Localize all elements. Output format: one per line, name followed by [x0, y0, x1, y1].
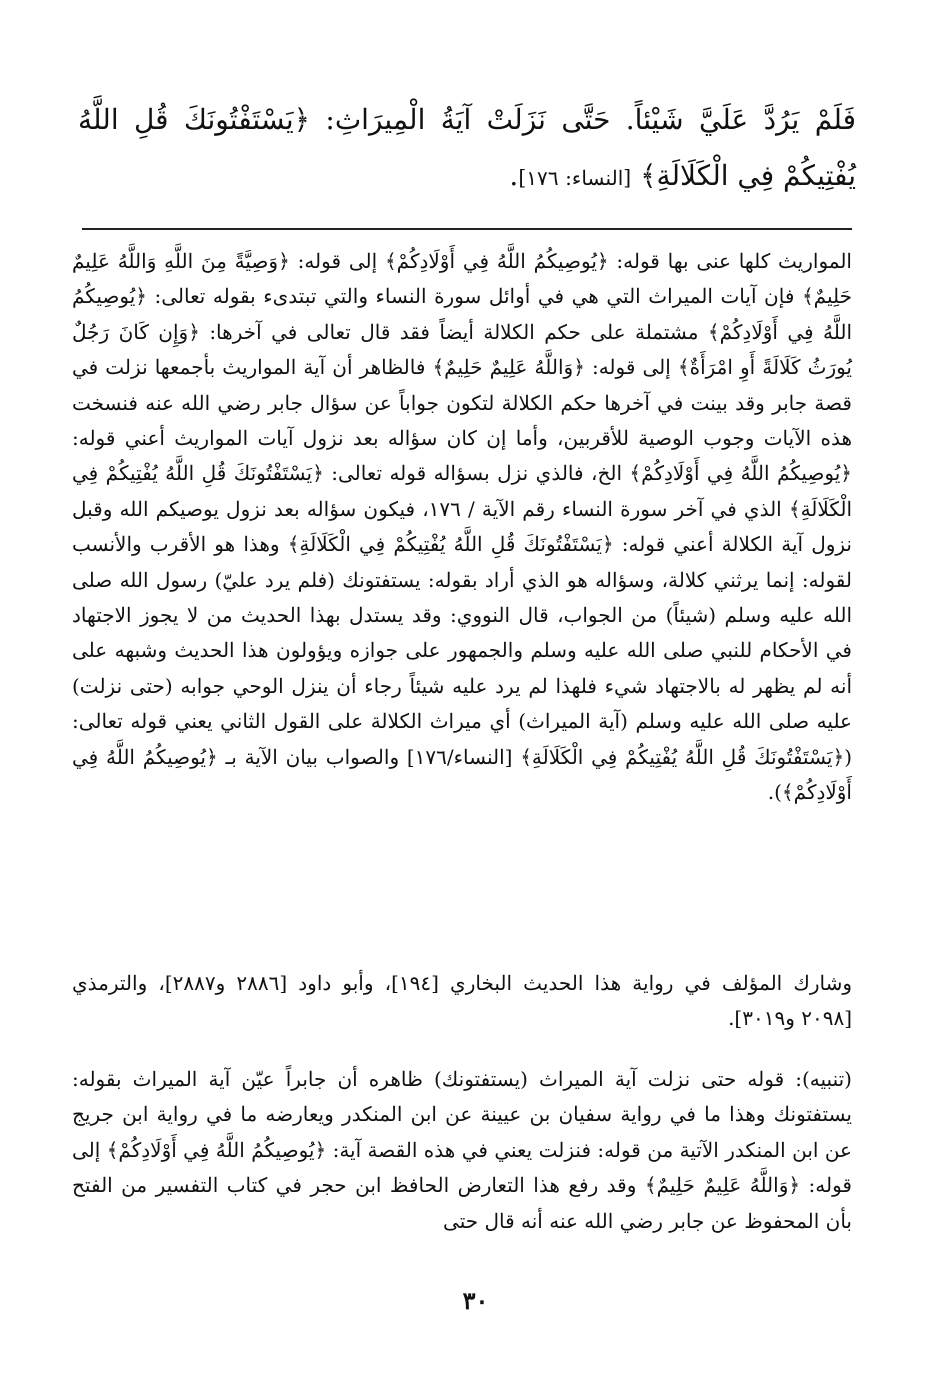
footnote-divider	[82, 228, 852, 230]
hadith-text-before: فَلَمْ يَرُدَّ عَلَيَّ شَيْئاً. حَتَّى نَزَلَتْ آيَةُ الْمِيرَاثِ:	[310, 103, 856, 136]
footnote-narrators: وشارك المؤلف في رواية هذا الحديث البخاري [١٩٤]، وأبو داود [٢٨٨٦ و٢٨٨٧]، والترمذي [٢٠٩٨ و٣٠١٩].	[72, 971, 853, 1031]
quran-verse: ﴿يَسْتَفْتُونَكَ قُلِ اللَّهُ يُفْتِيكُمْ فِي الْكَلَالَةِ﴾	[78, 103, 856, 192]
hadith-text-after: .	[509, 159, 519, 192]
verse-reference: [النساء: ١٧٦]	[518, 166, 632, 190]
footnote-note: (تنبيه): قوله حتى نزلت آية الميراث (يستفتونك) ظاهره أن جابراً عيّن آية الميراث بقوله: يستفتونك وهذا ما في رواية سفيان بن عيينة عن ابن المنكدر ويعارضه ما في رواية ابن جريج عن ابن المنكدر الآتية من قوله: فنزلت يعني في هذه القصة آية: ﴿يُوصِيكُمُ اللَّهُ فِي أَوْلَادِكُمْ﴾ إلى قوله: ﴿وَاللَّهُ عَلِيمٌ حَلِيمٌ﴾ وقد رفع هذا التعارض الحافظ ابن حجر في كتاب التفسير من الفتح بأن المحفوظ عن جابر رضي الله عنه أنه قال حتى	[72, 1067, 852, 1233]
footnote-commentary: المواريث كلها عنى بها قوله: ﴿يُوصِيكُمُ اللَّهُ فِي أَوْلَادِكُمْ﴾ إلى قوله: ﴿وَصِيَّةً مِنَ اللَّهِ وَاللَّهُ عَلِيمٌ حَلِيمٌ﴾ فإن آيات الميراث التي هي في أوائل سورة النساء والتي تبتدىء بقوله تعالى: ﴿يُوصِيكُمُ اللَّهُ فِي أَوْلَادِكُمْ﴾ مشتملة على حكم الكلالة أيضاً فقد قال تعالى في آخرها: ﴿وَإِن كَانَ رَجُلٌ يُورَثُ كَلَالَةً أَوِ امْرَأَةٌ﴾ إلى قوله: ﴿وَاللَّهُ عَلِيمٌ حَلِيمٌ﴾ فالظاهر أن آية المواريث بأجمعها نزلت في قصة جابر وقد بينت في آخرها حكم الكلالة لتكون جواباً عن سؤال جابر رضي الله عنه فنسخت هذه الآيات وجوب الوصية للأقربين، وأما إن كان سؤاله بعد نزول آيات المواريث أعني قوله: ﴿يُوصِيكُمُ اللَّهُ فِي أَوْلَادِكُمْ﴾ الخ، فالذي نزل بسؤاله قوله تعالى: ﴿يَسْتَفْتُونَكَ قُلِ اللَّهُ يُفْتِيكُمْ فِي الْكَلَالَةِ﴾ الذي في آخر سورة النساء رقم الآية / ١٧٦، فيكون سؤاله بعد نزول يوصيكم الله وقبل نزول آية الكلالة أعني قوله: ﴿يَسْتَفْتُونَكَ قُلِ اللَّهُ يُفْتِيكُمْ فِي الْكَلَالَةِ﴾ وهذا هو الأقرب والأنسب لقوله: إنما يرثني كلالة، وسؤاله هو الذي أراد بقوله: يستفتونك (فلم يرد عليّ) رسول الله صلى الله عليه وسلم (شيئاً) من الجواب، قال النووي: وقد يستدل بهذا الحديث من لا يجوز الاجتهاد في الأحكام للنبي صلى الله عليه وسلم والجمهور على جوازه ويؤولون هذا الحديث وشبهه على أنه لم يظهر له بالاجتهاد شيء فلهذا لم يرد عليه شيئاً رجاء أن ينزل الوحي جوابه (حتى نزلت) عليه صلى الله عليه وسلم (آية الميراث) أي ميراث الكلالة على القول الثاني يعني قوله تعالى: (﴿يَسْتَفْتُونَكَ قُلِ اللَّهُ يُفْتِيكُمْ فِي الْكَلَالَةِ﴾ [النساء/١٧٦] والصواب بيان الآية بـ ﴿يُوصِيكُمُ اللَّهُ فِي أَوْلَادِكُمْ﴾).	[72, 249, 853, 805]
page-number: ٣٠	[462, 1286, 489, 1315]
hadith-text	[78, 92, 856, 206]
